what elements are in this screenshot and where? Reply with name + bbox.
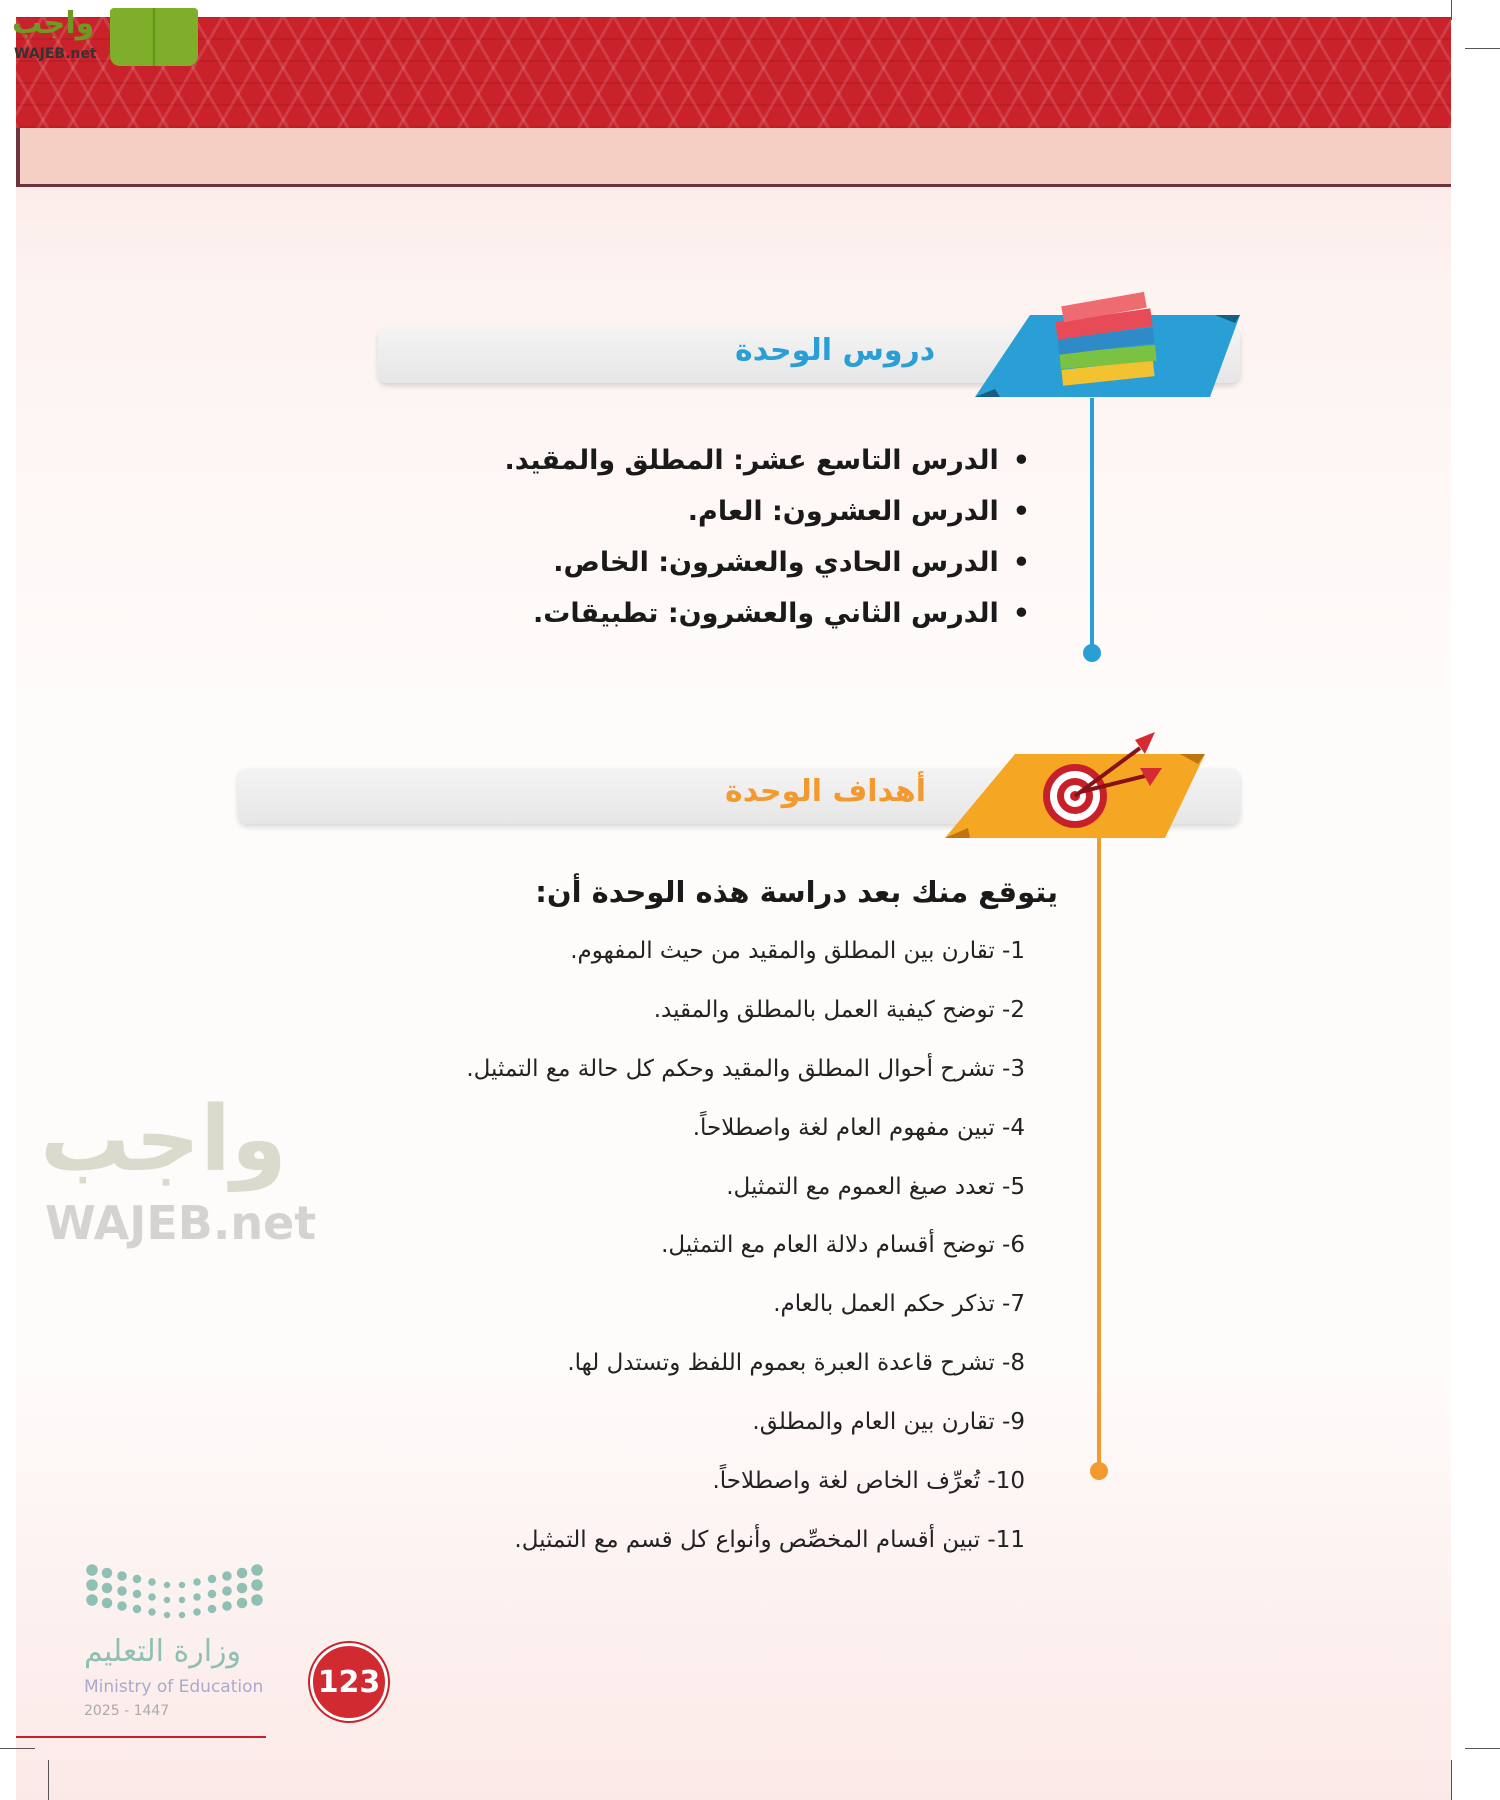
objectives-title: أهداف الوحدة xyxy=(725,774,927,809)
crop-mark xyxy=(1465,1748,1500,1749)
objective-item: 11- تبين أقسام المخصِّص وأنواع كل قسم مع التمثيل. xyxy=(514,1527,1025,1553)
objective-item: 7- تذكر حكم العمل بالعام. xyxy=(773,1291,1025,1317)
ministry-logo-dot xyxy=(208,1590,217,1599)
lesson-item: • الدرس الثاني والعشرون: تطبيقات. xyxy=(533,598,1030,629)
lesson-item: • الدرس العشرون: العام. xyxy=(688,496,1030,527)
ministry-logo-dot xyxy=(251,1579,263,1591)
ministry-logo-dot xyxy=(222,1571,232,1581)
objectives-intro: يتوقع منك بعد دراسة هذه الوحدة أن: xyxy=(535,875,1058,909)
ministry-logo-dot xyxy=(102,1583,113,1594)
lessons-title: دروس الوحدة xyxy=(735,333,936,368)
ministry-logo-dot xyxy=(86,1579,98,1591)
ministry-logo-dot xyxy=(179,1612,186,1619)
ministry-logo-dot xyxy=(208,1575,217,1584)
ministry-logo-dot xyxy=(193,1593,201,1601)
crop-mark xyxy=(1465,48,1500,49)
header-banner xyxy=(16,17,1451,128)
ministry-logo-dot xyxy=(164,1582,171,1589)
ministry-logo-dot xyxy=(86,1564,98,1576)
ministry-logo-dot xyxy=(251,1564,263,1576)
ministry-logo-dot xyxy=(208,1605,217,1614)
wajeb-watermark: واجب WAJEB.net xyxy=(40,1087,317,1250)
ministry-logo-dot xyxy=(193,1578,201,1586)
ministry-logo-dot xyxy=(117,1586,127,1596)
ministry-logo-dot xyxy=(102,1568,113,1579)
logo-text-en: WAJEB.net xyxy=(14,46,97,62)
objective-item: 2- توضح كيفية العمل بالمطلق والمقيد. xyxy=(653,997,1025,1023)
header-strip xyxy=(16,128,1451,187)
ministry-logo-dot xyxy=(148,1578,156,1586)
ministry-logo-dot xyxy=(86,1594,98,1606)
crop-mark xyxy=(48,1760,49,1800)
ministry-logo-dot xyxy=(222,1586,232,1596)
target-ribbon-icon xyxy=(940,728,1215,843)
objective-item: 9- تقارن بين العام والمطلق. xyxy=(752,1409,1025,1435)
book-icon xyxy=(110,8,198,66)
objectives-timeline xyxy=(1097,838,1101,1470)
ministry-year: 2025 - 1447 xyxy=(84,1703,170,1719)
crop-mark xyxy=(1451,1760,1452,1800)
ministry-logo-dot xyxy=(179,1582,186,1589)
objective-item: 1- تقارن بين المطلق والمقيد من حيث المفهوم. xyxy=(570,938,1025,964)
ministry-logo-dot xyxy=(117,1601,127,1611)
ministry-logo-dot xyxy=(117,1571,127,1581)
ministry-name-ar: وزارة التعليم xyxy=(84,1634,242,1669)
objective-item: 10- تُعرِّف الخاص لغة واصطلاحاً. xyxy=(712,1468,1025,1494)
ministry-logo-dot xyxy=(133,1575,142,1584)
ministry-logo-dot xyxy=(133,1590,142,1599)
ministry-logo-dot xyxy=(237,1568,248,1579)
ministry-logo-dot xyxy=(237,1598,248,1609)
crop-mark xyxy=(0,1748,35,1749)
books-ribbon-icon xyxy=(970,285,1245,403)
ministry-logo-dot xyxy=(133,1605,142,1614)
ministry-logo-dot xyxy=(102,1598,113,1609)
ministry-logo-dot xyxy=(222,1601,232,1611)
lessons-timeline-dot xyxy=(1083,644,1101,662)
ministry-logo-dot xyxy=(148,1593,156,1601)
footer-rule xyxy=(16,1736,266,1738)
ministry-logo-dot xyxy=(164,1597,171,1604)
ministry-logo-icon xyxy=(84,1562,266,1622)
lesson-item: • الدرس الحادي والعشرون: الخاص. xyxy=(553,547,1030,578)
ministry-logo-dot xyxy=(164,1612,171,1619)
objective-item: 6- توضح أقسام دلالة العام مع التمثيل. xyxy=(661,1232,1025,1258)
ministry-logo-dot xyxy=(237,1583,248,1594)
ministry-logo-dot xyxy=(251,1594,263,1606)
objectives-timeline-dot xyxy=(1090,1462,1108,1480)
crop-mark xyxy=(1451,0,1452,20)
objective-item: 5- تعدد صيغ العموم مع التمثيل. xyxy=(726,1174,1025,1200)
page-number-badge: 123 xyxy=(310,1643,388,1721)
site-logo[interactable] xyxy=(10,6,190,66)
logo-text: واجب xyxy=(12,6,95,41)
objective-item: 4- تبين مفهوم العام لغة واصطلاحاً. xyxy=(692,1115,1025,1141)
lesson-item: • الدرس التاسع عشر: المطلق والمقيد. xyxy=(505,445,1030,476)
ministry-logo-dot xyxy=(179,1597,186,1604)
ministry-logo-dot xyxy=(193,1608,201,1616)
objective-item: 3- تشرح أحوال المطلق والمقيد وحكم كل حالة مع التمثيل. xyxy=(466,1056,1025,1082)
lessons-timeline xyxy=(1090,398,1094,652)
objective-item: 8- تشرح قاعدة العبرة بعموم اللفظ وتستدل لها. xyxy=(567,1350,1025,1376)
ministry-logo-dot xyxy=(148,1608,156,1616)
ministry-name-en: Ministry of Education xyxy=(84,1677,264,1697)
